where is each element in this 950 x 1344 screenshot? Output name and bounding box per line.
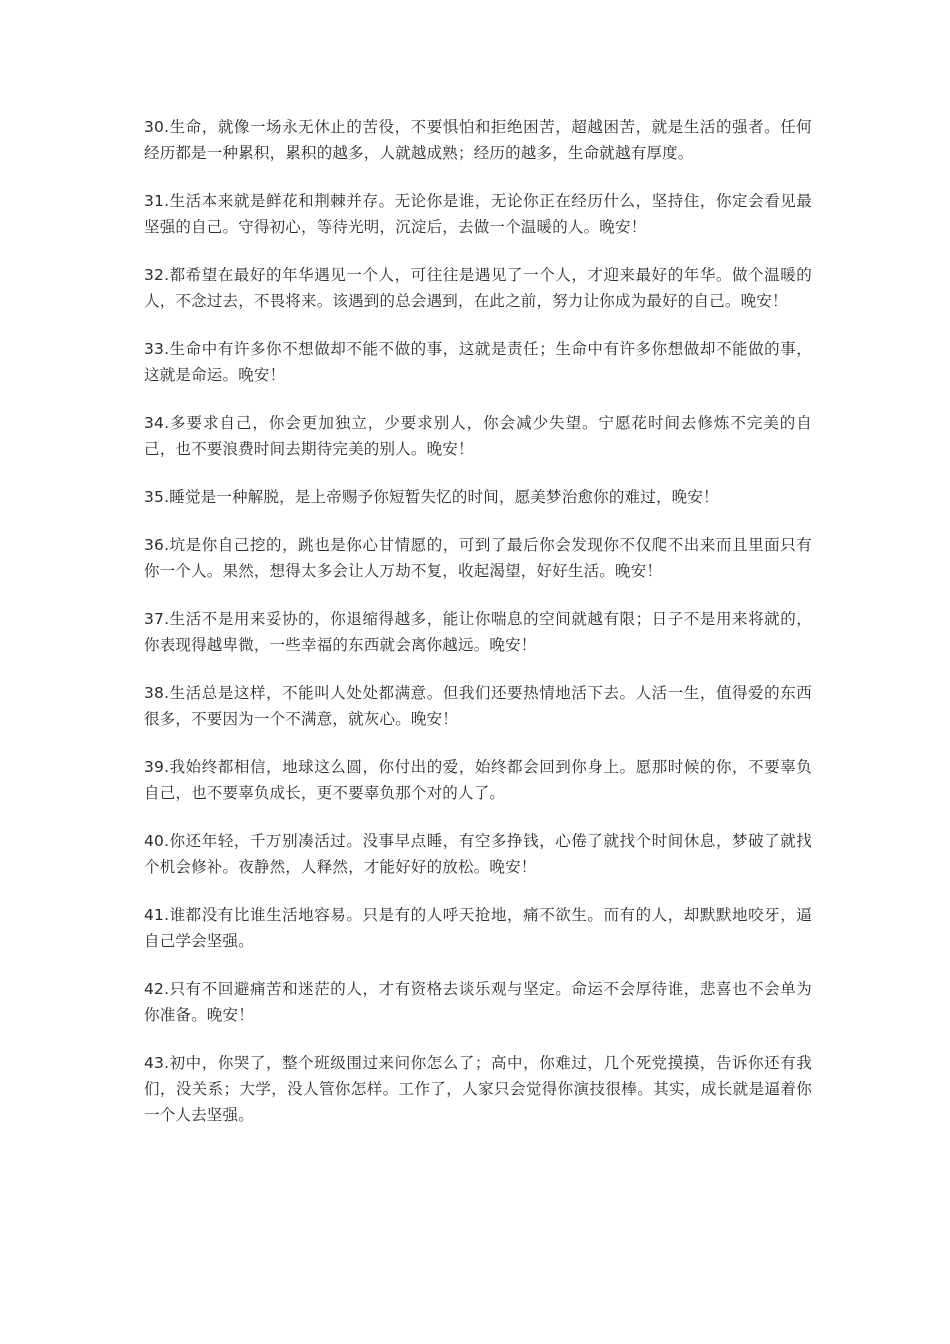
quote-paragraph-43: 43.初中，你哭了，整个班级围过来问你怎么了；高中，你难过，几个死党摸摸，告诉你还有我们，没关系；大学，没人管你怎样。工作了，人家只会觉得你演技很棒。其实，成长就是逼着你一个人去坚强。: [144, 1054, 812, 1124]
quote-paragraph-32: 32.都希望在最好的年华遇见一个人，可往往是遇见了一个人，才迎来最好的年华。做个温暖的人，不念过去，不畏将来。该遇到的总会遇到，在此之前，努力让你成为最好的自己。晚安！: [144, 266, 812, 310]
quote-paragraph-30: 30.生命，就像一场永无休止的苦役，不要惧怕和拒绝困苦，超越困苦，就是生活的强者。任何经历都是一种累积，累积的越多，人就越成熟；经历的越多，生命就越有厚度。: [144, 118, 812, 162]
quote-paragraph-42: 42.只有不回避痛苦和迷茫的人，才有资格去谈乐观与坚定。命运不会厚待谁，悲喜也不会单为你准备。晚安！: [144, 980, 812, 1024]
quote-paragraph-37: 37.生活不是用来妥协的，你退缩得越多，能让你喘息的空间就越有限；日子不是用来将就的，你表现得越卑微，一些幸福的东西就会离你越远。晚安！: [144, 610, 812, 654]
quote-paragraph-40: 40.你还年轻，千万别凑活过。没事早点睡，有空多挣钱，心倦了就找个时间休息，梦破了就找个机会修补。夜静然，人释然，才能好好的放松。晚安！: [144, 832, 812, 876]
quote-paragraph-34: 34.多要求自己，你会更加独立，少要求别人，你会减少失望。宁愿花时间去修炼不完美的自己，也不要浪费时间去期待完美的别人。晚安！: [144, 414, 812, 458]
quote-paragraph-35: 35.睡觉是一种解脱，是上帝赐予你短暂失忆的时间，愿美梦治愈你的难过，晚安！: [144, 488, 719, 506]
quote-paragraph-38: 38.生活总是这样，不能叫人处处都满意。但我们还要热情地活下去。人活一生，值得爱的东西很多，不要因为一个不满意，就灰心。晚安！: [144, 684, 812, 728]
quote-paragraph-39: 39.我始终都相信，地球这么圆，你付出的爱，始终都会回到你身上。愿那时候的你，不要辜负自己，也不要辜负成长，更不要辜负那个对的人了。: [144, 758, 812, 802]
document-body: [144, 114, 812, 1150]
quote-paragraph-33: 33.生命中有许多你不想做却不能不做的事，这就是责任；生命中有许多你想做却不能做的事，这就是命运。晚安！: [144, 340, 812, 384]
quote-paragraph-31: 31.生活本来就是鲜花和荆棘并存。无论你是谁，无论你正在经历什么，坚持住，你定会看见最坚强的自己。守得初心，等待光明，沉淀后，去做一个温暖的人。晚安！: [144, 192, 812, 236]
quote-paragraph-36: 36.坑是你自己挖的，跳也是你心甘情愿的，可到了最后你会发现你不仅爬不出来而且里面只有你一个人。果然，想得太多会让人万劫不复，收起渴望，好好生活。晚安！: [144, 536, 812, 580]
quote-paragraph-41: 41.谁都没有比谁生活地容易。只是有的人呼天抢地，痛不欲生。而有的人，却默默地咬牙，逼自己学会坚强。: [144, 906, 812, 950]
